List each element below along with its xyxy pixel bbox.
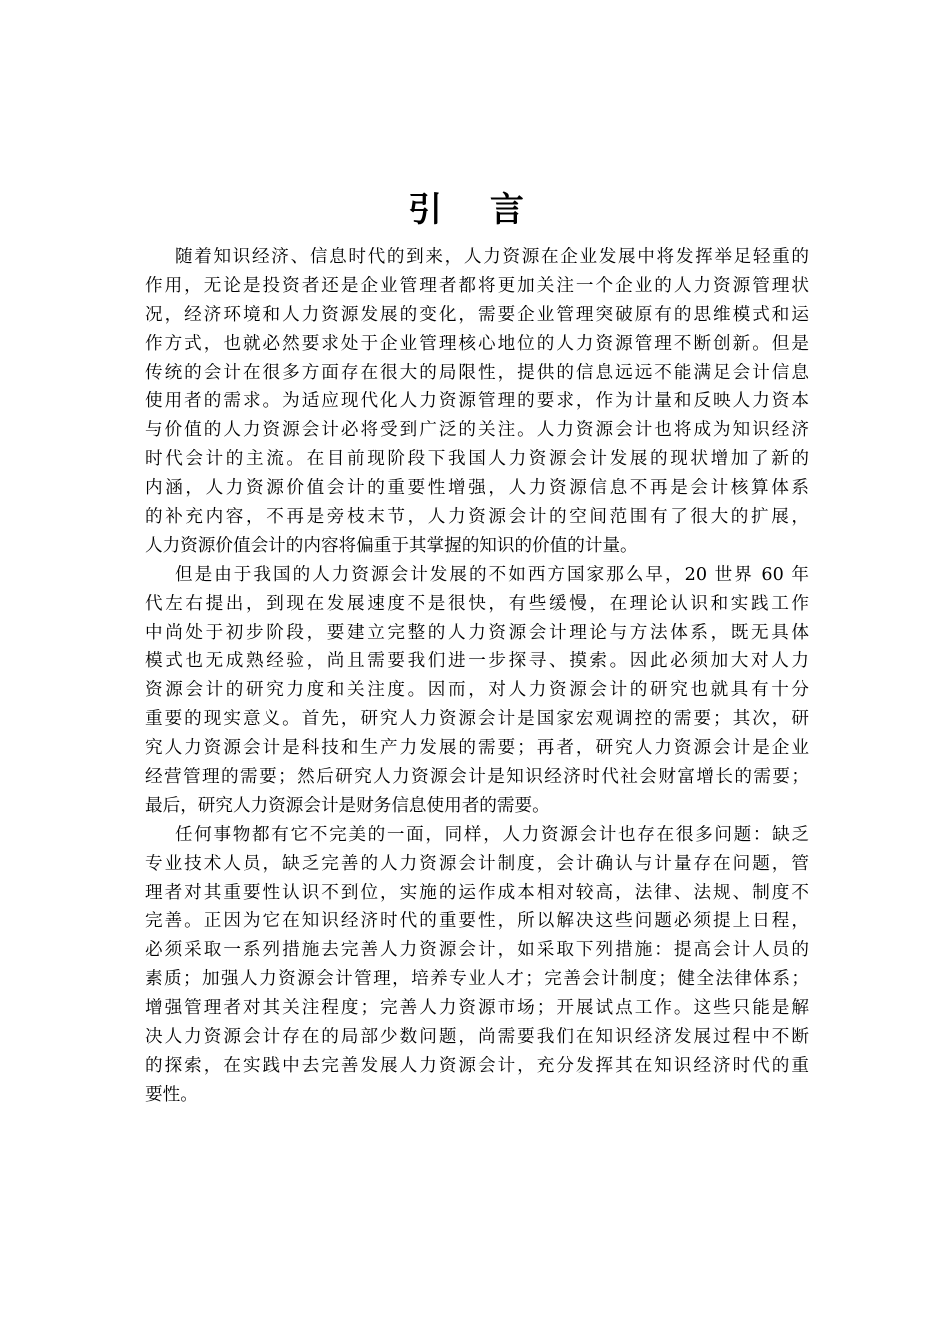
paragraph-line: 与价值的人力资源会计必将受到广泛的关注。人力资源会计也将成为知识经济: [145, 420, 809, 441]
paragraph-line: 模式也无成熟经验，尚且需要我们进一步探寻、摸索。因此必须加大对人力: [145, 651, 809, 672]
paragraph-line: 经营管理的需要；然后研究人力资源会计是知识经济时代社会财富增长的需要；: [145, 767, 809, 788]
paragraph-line: 但是由于我国的人力资源会计发展的不如西方国家那么早，20 世界 60 年: [175, 564, 809, 585]
paragraph-1: [145, 243, 809, 561]
paragraph-line: 随着知识经济、信息时代的到来，人力资源在企业发展中将发挥举足轻重的: [175, 247, 809, 267]
paragraph-line: 究人力资源会计是科技和生产力发展的需要；再者，研究人力资源会计是企业: [145, 738, 809, 759]
paragraph-line: 最后，研究人力资源会计是财务信息使用者的需要。: [145, 795, 550, 816]
paragraph-2: [145, 561, 809, 821]
paragraph-line: 使用者的需求。为适应现代化人力资源管理的要求，作为计量和反映人力资本: [145, 391, 809, 412]
paragraph-line: 决人力资源会计存在的局部少数问题，尚需要我们在知识经济发展过程中不断: [145, 1027, 809, 1048]
paragraph-line: 任何事物都有它不完美的一面，同样，人力资源会计也存在很多问题：缺乏: [175, 824, 809, 845]
paragraph-line: 的补充内容，不再是旁枝末节，人力资源会计的空间范围有了很大的扩展，: [145, 507, 809, 528]
document-body: [145, 243, 809, 1110]
paragraph-line: 作方式，也就必然要求处于企业管理核心地位的人力资源管理不断创新。但是: [145, 333, 809, 354]
paragraph-line: 内涵，人力资源价值会计的重要性增强，人力资源信息不再是会计核算体系: [145, 478, 809, 499]
paragraph-line: 素质；加强人力资源会计管理，培养专业人才；完善会计制度；健全法律体系；: [145, 969, 809, 990]
paragraph-line: 必须采取一系列措施去完善人力资源会计，如采取下列措施：提高会计人员的: [145, 940, 809, 961]
paragraph-line: 中尚处于初步阶段，要建立完整的人力资源会计理论与方法体系，既无具体: [145, 622, 809, 643]
paragraph-line: 要性。: [145, 1084, 198, 1105]
paragraph-line: 理者对其重要性认识不到位，实施的运作成本相对较高，法律、法规、制度不: [145, 882, 809, 903]
paragraph-line: 专业技术人员，缺乏完善的人力资源会计制度，会计确认与计量存在问题，管: [145, 853, 809, 874]
paragraph-line: 时代会计的主流。在目前现阶段下我国人力资源会计发展的现状增加了新的: [145, 449, 809, 470]
paragraph-line: 增强管理者对其关注程度；完善人力资源市场；开展试点工作。这些只能是解: [145, 998, 809, 1019]
paragraph-line: 完善。正因为它在知识经济时代的重要性，所以解决这些问题必须提上日程，: [145, 911, 809, 932]
paragraph-line: 代左右提出，到现在发展速度不是很快，有些缓慢，在理论认识和实践工作: [145, 593, 809, 614]
paragraph-line: 作用，无论是投资者还是企业管理者都将更加关注一个企业的人力资源管理状: [145, 275, 809, 296]
paragraph-line: 资源会计的研究力度和关注度。因而，对人力资源会计的研究也就具有十分: [145, 680, 809, 701]
paragraph-line: 况，经济环境和人力资源发展的变化，需要企业管理突破原有的思维模式和运: [145, 304, 809, 325]
paragraph-line: 的探索，在实践中去完善发展人力资源会计，充分发挥其在知识经济时代的重: [145, 1055, 809, 1076]
paragraph-line: 人力资源价值会计的内容将偏重于其掌握的知识的价值的计量。: [145, 535, 638, 556]
paragraph-3: [145, 821, 809, 1110]
paragraph-line: 重要的现实意义。首先，研究人力资源会计是国家宏观调控的需要；其次，研: [145, 709, 809, 730]
page-title: 引 言: [408, 190, 542, 230]
paragraph-line: 传统的会计在很多方面存在很大的局限性，提供的信息远远不能满足会计信息: [145, 362, 809, 383]
